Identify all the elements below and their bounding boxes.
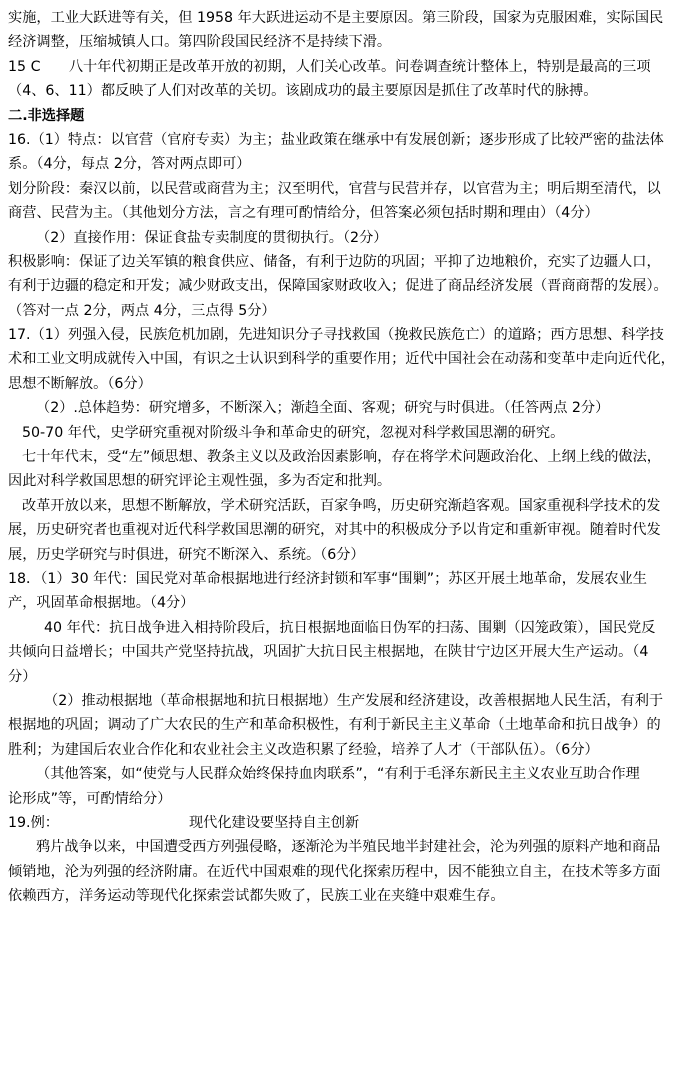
- text-line: 展，历史研究者也重视对近代科学救国思潮的研究，对其中的积极成分予以肯定和重新审视。随着时代发: [8, 522, 661, 539]
- text-line: 划分阶段：秦汉以前，以民营或商营为主；汉至明代，官营与民营并存，以官营为主；明后期至清代，以: [8, 180, 661, 197]
- text-line: 50-70 年代，史学研究重视对阶级斗争和革命史的研究，忽视对科学救国思潮的研究。: [22, 424, 565, 441]
- text-line: 16.（1）特点：以官营（官府专卖）为主；盐业政策在继承中有发展创新；逐步形成了比较严密的盐法体: [8, 131, 664, 148]
- text-line: 积极影响：保证了边关军镇的粮食供应、储备，有利于边防的巩固；平抑了边地粮价，充实了边疆人口，: [8, 253, 661, 270]
- text-line: 分）: [8, 668, 37, 685]
- text-line: （答对一点 2分，两点 4分，三点得 5分）: [8, 302, 276, 319]
- text-line: （2）直接作用：保证食盐专卖制度的贯彻执行。（2分）: [36, 229, 388, 246]
- text-line: 改革开放以来，思想不断解放，学术研究活跃，百家争鸣，历史研究渐趋客观。国家重视科学技术的发: [22, 497, 661, 514]
- text-line: 有利于边疆的稳定和开发；减少财政支出，保障国家财政收入；促进了商品经济发展（晋商商帮的发展）。: [8, 278, 668, 295]
- text-line: 实施，工业大跃进等有关，但 1958 年大跃进运动不是主要原因。第三阶段，国家为克服困难，实际国民: [8, 10, 664, 26]
- text-line: 15 C 八十年代初期正是改革开放的初期，人们关心改革。问卷调查统计整体上，特别是最高的三项: [8, 58, 651, 75]
- text-line: 40 年代：抗日战争进入相持阶段后，抗日根据地面临日伪军的扫荡、围剿（囚笼政策），国民党反: [44, 619, 656, 636]
- text-line: 经济调整，压缩城镇人口。第四阶段国民经济不是持续下滑。: [8, 34, 392, 51]
- text-line: 倾销地，沦为列强的经济附庸。在近代中国艰难的现代化探索历程中，因不能独立自主，在技术等多方面: [8, 863, 661, 880]
- text-line: 胜利；为建国后农业合作化和农业社会主义改造积累了经验，培养了人才（干部队伍）。（6分）: [8, 741, 599, 758]
- text-line: （其他答案，如“使党与人民群众始终保持血肉联系”，“有利于毛泽东新民主主义农业互助合作理: [36, 766, 640, 783]
- text-line: 思想不断解放。（6分）: [8, 375, 152, 392]
- text-line: 术和工业文明成就传入中国，有识之士认识到科学的重要作用；近代中国社会在动荡和变革中走向近代化，: [8, 351, 675, 368]
- question-19-header: [8, 811, 688, 835]
- text-line: （2）.总体趋势：研究增多，不断深入；渐趋全面、客观；研究与时俱进。（任答两点 2分）: [36, 400, 610, 417]
- text-line: （4、6、11）都反映了人们对改革的关切。该剧成功的最主要原因是抓住了改革时代的脉搏。: [8, 83, 598, 100]
- text-line: 七十年代末，受“左”倾思想、教条主义以及政治因素影响，存在将学术问题政治化、上纲上线的做法，: [22, 449, 661, 466]
- text-line: 17.（1）列强入侵，民族危机加剧，先进知识分子寻找救国（挽救民族危亡）的道路；西方思想、科学技: [8, 327, 664, 344]
- text-line: （2）推动根据地（革命根据地和抗日根据地）生产发展和经济建设，改善根据地人民生活，有利于: [44, 692, 664, 709]
- essay-title: 现代化建设要坚持自主创新: [188, 814, 360, 831]
- section-heading: 二.非选择题: [8, 107, 85, 124]
- text-line: 因此对科学救国思想的研究评论主观性强，多为否定和批判。: [8, 473, 392, 490]
- text-line: 18．（1）30 年代：国民党对革命根据地进行经济封锁和军事“围剿”；苏区开展土地革命，发展农业生: [8, 570, 647, 587]
- text-line: 根据地的巩固；调动了广大农民的生产和革命积极性，有利于新民主主义革命（土地革命和抗日战争）的: [8, 717, 661, 734]
- text-line: 产，巩固革命根据地。（4分）: [8, 595, 195, 612]
- text-line: 依赖西方，洋务运动等现代化探索尝试都失败了，民族工业在夹缝中艰难生存。: [8, 888, 505, 905]
- text-line: 共倾向日益增长；中国共产党坚持抗战，巩固扩大抗日民主根据地，在陕甘宁边区开展大生产运动。（4: [8, 644, 649, 661]
- question-label: 19.例：: [8, 814, 59, 831]
- text-line: 论形成”等，可酌情给分）: [8, 790, 172, 807]
- text-line: 系。（4分，每点 2分，答对两点即可）: [8, 156, 251, 173]
- text-line: 展，历史学研究与时俱进，研究不断深入、系统。（6分）: [8, 546, 365, 563]
- text-line: 鸦片战争以来，中国遭受西方列强侵略，逐渐沦为半殖民地半封建社会，沦为列强的原料产地和商品: [36, 839, 661, 856]
- text-line: 商营、民营为主。（其他划分方法，言之有理可酌情给分，但答案必须包括时期和理由）（4分）: [8, 205, 599, 222]
